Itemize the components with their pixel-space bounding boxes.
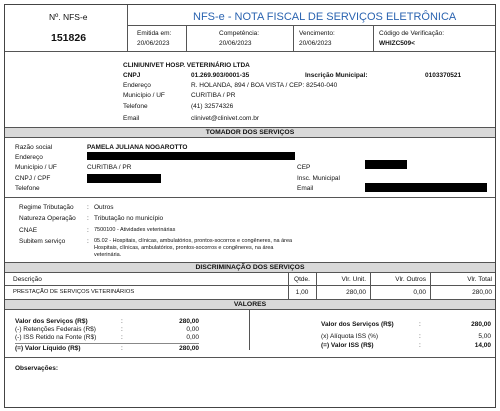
iss-retido-label: (-) ISS Retido na Fonte (R$): [15, 334, 97, 341]
prestador-email-value: clinivet@clinivet.com.br: [191, 115, 260, 122]
observacoes-label: Observações:: [15, 365, 58, 372]
prestador-email-label: Email: [123, 115, 140, 122]
row-vlr-outros: 0,00: [413, 289, 426, 296]
discriminacao-section-header: DISCRIMINAÇÃO DOS SERVIÇOS: [5, 262, 495, 273]
valores-colon-1: :: [121, 318, 123, 325]
page-title: NFS-e - NOTA FISCAL DE SERVIÇOS ELETRÔNICA: [193, 11, 457, 23]
tomador-razao-value: PAMELA JULIANA NOGAROTTO: [87, 144, 188, 151]
regime-tributacao-value: Outros: [94, 204, 114, 211]
valores-colon-3: :: [121, 334, 123, 341]
valor-iss-label: (=) Valor ISS (R$): [321, 342, 374, 349]
redacted-cnpj: [87, 174, 161, 183]
prestador-insc-value: 0103370521: [425, 72, 462, 79]
header-col-divider-1: [186, 25, 187, 51]
tomador-municipio-value: CURITIBA / PR: [87, 164, 132, 171]
prestador-municipio-value: CURITIBA / PR: [191, 92, 236, 99]
codigo-verificacao-value: WHIZC509<: [379, 40, 415, 47]
col-vlr-unit: Vlr. Unit.: [341, 276, 366, 283]
tomador-cep-label: CEP: [297, 164, 311, 171]
redacted-email: [365, 183, 487, 192]
subitem-label: Subitem serviço: [19, 238, 66, 245]
col-descricao: Descrição: [13, 276, 42, 283]
natureza-operacao-label: Natureza Operação: [19, 215, 76, 222]
redacted-endereco: [87, 152, 295, 160]
emitida-value: 20/06/2023: [137, 40, 170, 47]
col-qtde: Qtde.: [294, 276, 310, 283]
row-qtde: 1,00: [295, 289, 309, 296]
col-vlr-outros: Vlr. Outros: [395, 276, 426, 283]
natureza-operacao-value: Tributação no município: [94, 215, 164, 222]
subitem-line-1: 05.02 - Hospitais, clínicas, ambulatórios, prontos-socorros e congêneres, na área: [94, 238, 293, 244]
valores-colon-7: :: [419, 342, 421, 349]
cnae-value: 7500100 - Atividades veterinárias: [94, 227, 176, 233]
regime-tributacao-label: Regime Tributação: [19, 204, 74, 211]
valores-colon-5: :: [419, 321, 421, 328]
aliquota-value: 5,00: [478, 333, 491, 340]
col-vlr-total: Vlr. Total: [467, 276, 492, 283]
valor-iss-value: 14,00: [474, 342, 491, 349]
cnae-label: CNAE: [19, 227, 38, 234]
row-vlr-total: 280,00: [472, 289, 492, 296]
row-descricao: PRESTAÇÃO DE SERVIÇOS VETERINÁRIOS: [13, 289, 135, 295]
retencoes-label: (-) Retenções Federais (R$): [15, 326, 96, 333]
valores-sum-line: [15, 343, 199, 344]
iss-retido-value: 0,00: [186, 334, 199, 341]
prestador-telefone-label: Telefone: [123, 103, 148, 110]
tomador-endereco-label: Endereço: [15, 154, 43, 161]
valores-bottom-line: [5, 357, 495, 358]
prestador-endereco-label: Endereço: [123, 82, 151, 89]
regime-colon-3: :: [87, 227, 89, 234]
tomador-telefone-label: Telefone: [15, 185, 40, 192]
header-bottom-line: [5, 51, 495, 52]
tomador-section-header: TOMADOR DOS SERVIÇOS: [5, 127, 495, 138]
tomador-email-label: Email: [297, 185, 314, 192]
valores-colon-2: :: [121, 326, 123, 333]
valor-liquido-label: (=) Valor Líquido (R$): [15, 345, 81, 352]
header-col-divider-2: [293, 25, 294, 51]
competencia-value: 20/06/2023: [219, 40, 252, 47]
row-vlr-unit: 280,00: [346, 289, 366, 296]
prestador-cnpj-value: 01.269.903/0001-35: [191, 72, 250, 79]
tomador-razao-label: Razão social: [15, 144, 53, 151]
valores-colon-6: :: [419, 333, 421, 340]
codigo-verificacao-label: Código de Verificação:: [379, 30, 445, 37]
vencimento-value: 20/06/2023: [299, 40, 332, 47]
competencia-label: Competência:: [219, 30, 260, 37]
tomador-bottom-line: [5, 197, 495, 198]
tomador-cnpj-label: CNPJ / CPF: [15, 175, 51, 182]
valores-section-header: VALORES: [5, 299, 495, 310]
prestador-insc-label: Inscrição Municipal:: [305, 72, 368, 79]
prestador-endereco-value: R. HOLANDA, 894 / BOA VISTA / CEP: 82540-040: [191, 82, 338, 89]
prestador-municipio-label: Município / UF: [123, 92, 165, 99]
valor-servicos-value: 280,00: [179, 318, 199, 325]
regime-colon-1: :: [87, 204, 89, 211]
prestador-cnpj-label: CNPJ: [123, 72, 141, 79]
prestador-telefone-value: (41) 32574326: [191, 103, 234, 110]
header-title-line: [127, 25, 495, 26]
prestador-name: CLINIUNIVET HOSP. VETERINÁRIO LTDA: [123, 62, 250, 69]
retencoes-value: 0,00: [186, 326, 199, 333]
header-divider: [127, 5, 128, 51]
tomador-municipio-label: Município / UF: [15, 164, 57, 171]
valores-col-divider: [249, 310, 250, 350]
subitem-line-3: veterinária.: [94, 252, 122, 258]
header-col-divider-3: [373, 25, 374, 51]
valores-colon-4: :: [121, 345, 123, 352]
aliquota-label: (x) Alíquota ISS (%): [321, 333, 379, 340]
tomador-insc-label: Insc. Municipal: [297, 175, 340, 182]
nfse-number-label: Nº. NFS-e: [49, 12, 88, 22]
regime-colon-4: :: [87, 238, 89, 245]
emitida-label: Emitida em:: [137, 30, 172, 37]
r-valor-servicos-label: Valor dos Serviços (R$): [321, 321, 394, 328]
valor-servicos-label: Valor dos Serviços (R$): [15, 318, 88, 325]
disc-header-line: [5, 285, 495, 286]
nfse-number: 151826: [51, 32, 87, 44]
r-valor-servicos-value: 280,00: [471, 321, 491, 328]
nfse-document: [4, 4, 496, 408]
vencimento-label: Vencimento:: [299, 30, 335, 37]
valor-liquido-value: 280,00: [179, 345, 199, 352]
regime-colon-2: :: [87, 215, 89, 222]
redacted-cep: [365, 160, 407, 169]
subitem-line-2: Hospitais, clínicas, ambulatórios, prontos-socorros e congêneres, na área: [94, 245, 274, 251]
